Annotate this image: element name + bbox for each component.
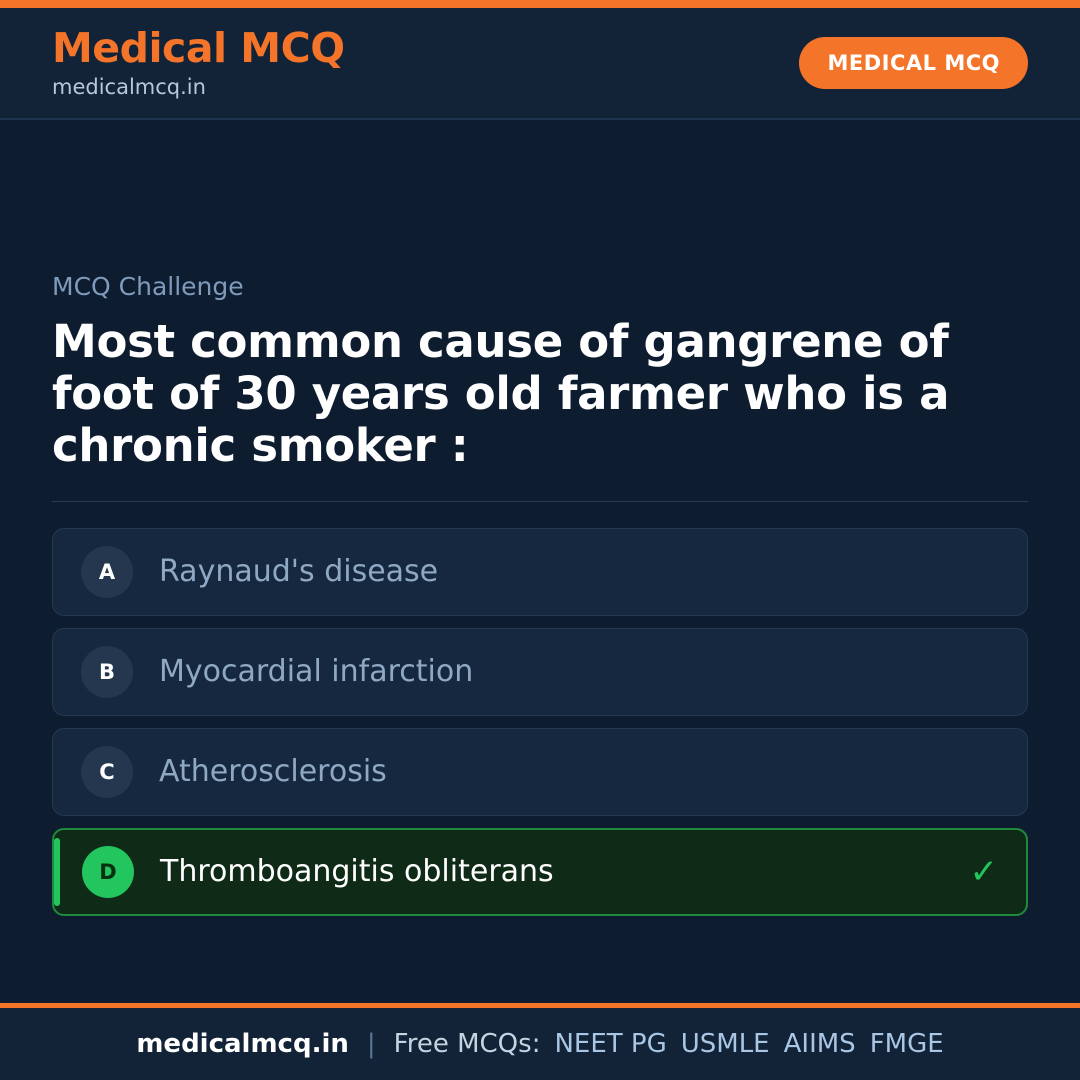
brand-title: Medical MCQ: [52, 23, 345, 72]
option-a-label: Raynaud's disease: [159, 553, 439, 589]
brand-badge: MEDICAL MCQ: [799, 37, 1028, 89]
section-eyebrow: MCQ Challenge: [52, 272, 244, 301]
footer-exam-fmge: FMGE: [869, 1029, 944, 1059]
option-a-letter: A: [81, 546, 133, 598]
brand-subtitle: medicalmcq.in: [52, 74, 206, 99]
option-d[interactable]: [52, 828, 1028, 916]
footer-site: medicalmcq.in: [136, 1029, 349, 1059]
top-accent-bar: [0, 0, 1080, 8]
options-list: [52, 528, 1028, 916]
option-a[interactable]: [52, 528, 1028, 616]
brand-block: [52, 23, 345, 99]
option-c-letter: C: [81, 746, 133, 798]
option-b-letter: B: [81, 646, 133, 698]
option-d-label: Thromboangitis obliterans: [160, 853, 554, 889]
option-c-label: Atherosclerosis: [159, 753, 387, 789]
footer: [0, 1008, 1080, 1080]
option-c[interactable]: [52, 728, 1028, 816]
option-d-letter: D: [82, 846, 134, 898]
check-icon: ✓: [969, 851, 998, 892]
option-b[interactable]: [52, 628, 1028, 716]
main-content: [0, 120, 1080, 1003]
option-b-label: Myocardial infarction: [159, 653, 474, 689]
footer-separator: |: [366, 1029, 376, 1059]
divider: [52, 501, 1028, 502]
footer-exam-usmle: USMLE: [680, 1029, 770, 1059]
footer-label: Free MCQs:: [393, 1029, 541, 1059]
question-text: Most common cause of gangrene of foot of 30 years old farmer who is a chronic smoker :: [52, 315, 950, 473]
footer-exam-neetpg: NEET PG: [554, 1029, 667, 1059]
header: [0, 8, 1080, 120]
footer-exam-aiims: AIIMS: [783, 1029, 856, 1059]
